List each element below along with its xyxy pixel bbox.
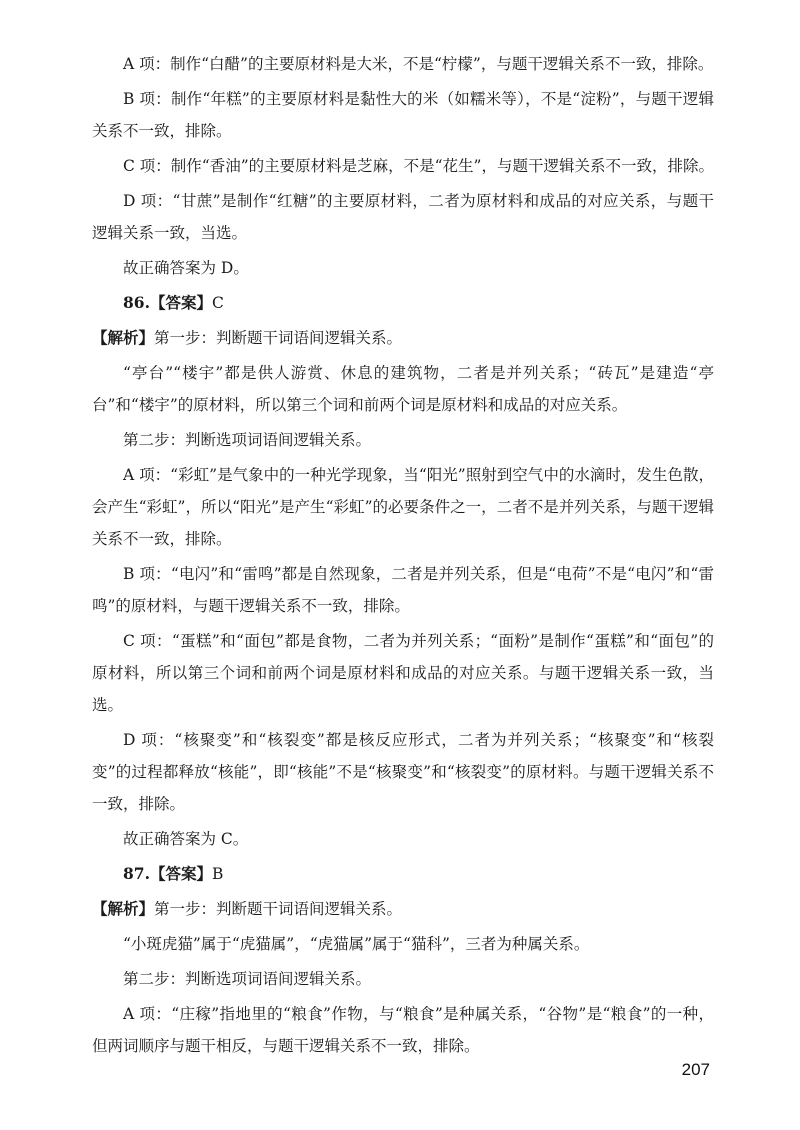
- paragraph-text: A 项：“庄稼”指地里的“粮食”作物，与“粮食”是种属关系，“谷物”是“粮食”的一种，但两词顺序与题干相反，与题干逻辑关系不一致，排除。: [92, 1005, 714, 1055]
- paragraph: [92, 724, 714, 820]
- paragraph-text: B 项：“电闪”和“雷鸣”都是自然现象，二者是并列关系，但是“电荷”不是“电闪”和“雷鸣”的原材料，与题干逻辑关系不一致，排除。: [92, 565, 714, 615]
- paragraph-text: A 项：“彩虹”是气象中的一种光学现象，当“阳光”照射到空气中的水滴时，发生色散，会产生“彩虹”，所以“阳光”是产生“彩虹”的必要条件之一，二者不是并列关系，与题干逻辑关系不一致，排除。: [92, 466, 714, 548]
- document-body: [92, 48, 714, 1062]
- answer-label: 87.【答案】: [123, 864, 212, 883]
- answer-label: 【解析】: [92, 899, 155, 918]
- paragraph: [92, 823, 714, 855]
- paragraph: [92, 252, 714, 284]
- document-page: [92, 48, 714, 1065]
- paragraph-text: B 项：制作“年糕”的主要原材料是黏性大的米（如糯米等），不是“淀粉”，与题干逻辑关系不一致，排除。: [92, 90, 714, 140]
- paragraph-text: A 项：制作“白醋”的主要原材料是大米，不是“柠檬”，与题干逻辑关系不一致，排除。: [123, 55, 714, 73]
- answer-label: 86.【答案】: [123, 293, 212, 312]
- paragraph: [92, 893, 714, 925]
- paragraph: [92, 322, 714, 354]
- paragraph: [92, 459, 714, 555]
- answer-label: 【解析】: [92, 328, 155, 347]
- paragraph-text: 故正确答案为 D。: [123, 259, 249, 277]
- paragraph-text: C 项：“蛋糕”和“面包”都是食物，二者为并列关系；“面粉”是制作“蛋糕”和“面包”的原材料，所以第三个词和前两个词是原材料和成品的对应关系。与题干逻辑关系一致，当选。: [92, 632, 714, 714]
- paragraph: [92, 424, 714, 456]
- paragraph: [92, 558, 714, 622]
- paragraph-text: 第二步：判断选项词语间逻辑关系。: [123, 431, 372, 449]
- paragraph: [92, 858, 714, 890]
- paragraph: [92, 48, 714, 80]
- paragraph: [92, 625, 714, 721]
- paragraph: [92, 150, 714, 182]
- paragraph-text: 第一步：判断题干词语间逻辑关系。: [154, 900, 403, 918]
- paragraph: [92, 928, 714, 960]
- paragraph: [92, 357, 714, 421]
- paragraph: [92, 185, 714, 249]
- paragraph: [92, 963, 714, 995]
- paragraph-text: C: [211, 294, 224, 312]
- paragraph-text: 故正确答案为 C。: [123, 830, 249, 848]
- paragraph-text: C 项：制作“香油”的主要原材料是芝麻，不是“花生”，与题干逻辑关系不一致，排除。: [123, 157, 714, 175]
- paragraph: [92, 83, 714, 147]
- paragraph-text: B: [211, 865, 224, 883]
- paragraph-text: 第一步：判断题干词语间逻辑关系。: [154, 329, 403, 347]
- paragraph: [92, 998, 714, 1062]
- paragraph-text: 第二步：判断选项词语间逻辑关系。: [123, 970, 372, 988]
- paragraph-text: “亭台”“楼宇”都是供人游赏、休息的建筑物，二者是并列关系；“砖瓦”是建造“亭台”和“楼宇”的原材料，所以第三个词和前两个词是原材料和成品的对应关系。: [92, 364, 714, 414]
- page-number: 207: [681, 1060, 710, 1079]
- paragraph-text: D 项：“核聚变”和“核裂变”都是核反应形式，二者为并列关系；“核聚变”和“核裂变”的过程都释放“核能”，即“核能”不是“核聚变”和“核裂变”的原材料。与题干逻辑关系不一致，排除。: [92, 731, 714, 813]
- paragraph-text: “小斑虎猫”属于“虎猫属”，“虎猫属”属于“猫科”，三者为种属关系。: [123, 935, 590, 953]
- paragraph: [92, 287, 714, 319]
- paragraph-text: D 项：“甘蔗”是制作“红糖”的主要原材料，二者为原材料和成品的对应关系，与题干逻辑关系一致，当选。: [92, 192, 714, 242]
